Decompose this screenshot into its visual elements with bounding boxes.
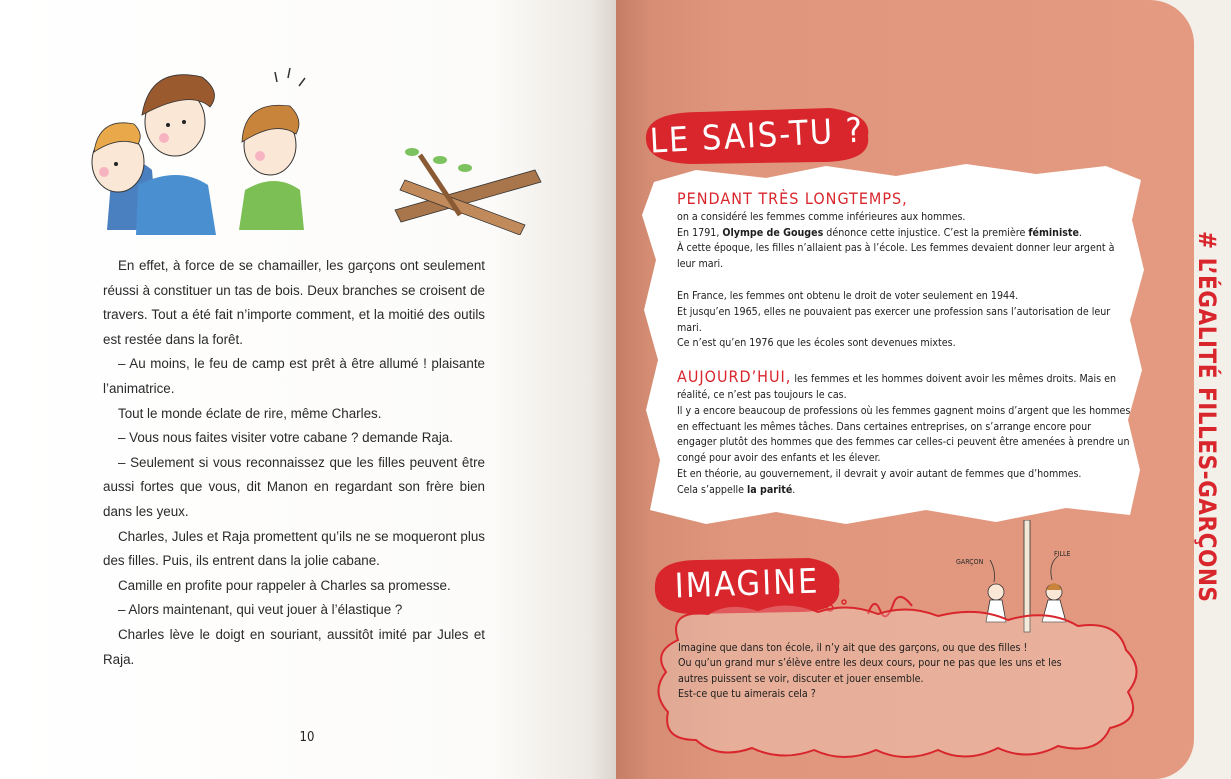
imagine-line: Ou qu’un grand mur s’élève entre les deux cours, pour ne pas que les uns et les autres puissent se voir, discuter et jouer ensemble. [678,657,1062,685]
brown-boy-illustration [136,75,216,235]
info-line: Et en théorie, au gouvernement, il devrait y avoir autant de femmes que d’hommes. [677,467,1082,480]
info-line: En France, les femmes ont obtenu le droit de voter seulement en 1944. [677,289,1019,302]
imagine-text [678,641,1078,703]
le-sais-tu-badge: LE SAIS-TU ? [640,106,874,166]
story-paragraph: – Seulement si vous reconnaissez que les filles peuvent être aussi fortes que vous, dit Manon en regardant son frère bien dans les yeux. [103,454,485,519]
girl-label: FILLE [1054,550,1071,558]
story-paragraph: – Alors maintenant, qui veut jouer à l’élastique ? [118,602,403,618]
info-text [677,190,1132,499]
info-line: Cela s’appelle la parité. [677,483,796,496]
story-text [103,254,485,672]
info-line: À cette époque, les filles n’allaient pas à l’école. Les femmes devaient donner leur argent à leur mari. [677,242,1115,271]
imagine-line: Imagine que dans ton école, il n’y ait que des garçons, ou que des filles ! [678,642,1028,654]
story-paragraph: Tout le monde éclate de rire, même Charles. [118,405,382,421]
girl-illustration [239,68,305,230]
info-line: Ce n’est qu’en 1976 que les écoles sont devenues mixtes. [677,337,956,350]
story-paragraph: En effet, à force de se chamailler, les garçons ont seulement réussi à constituer un tas de bois. Deux branches se croisent de travers. Tout a été fait n’importe comment, et la moitié des outils est restée dans la forêt. [103,258,485,347]
side-title: # L’ÉGALITÉ FILLES-GARÇONS [1193,231,1221,603]
heading-aujourdhui: AUJOURD’HUI, [677,367,792,387]
story-paragraph: Camille en profite pour rappeler à Charles sa promesse. [118,577,451,593]
story-paragraph: Charles, Jules et Raja promettent qu’ils ne se moqueront plus des filles. Puis, ils entrent dans la jolie cabane. [103,528,485,569]
info-line: Il y a encore beaucoup de professions où les femmes gagnent moins d’argent que les hommes en effectuant les mêmes tâches. Dans certaines entreprises, on s’arrange encore pour engager plutôt des hommes que des femmes car celles-ci peuvent être amenées à prendre un congé pour avoir des enfants et les élever. [677,404,1131,465]
story-illustration [60,60,550,235]
story-paragraph: – Au moins, le feu de camp est prêt à être allumé ! plaisante l’animatrice. [103,356,485,396]
imagine-badge: IMAGINE [649,554,845,616]
woodpile-illustration [395,148,541,235]
imagine-line: Est-ce que tu aimerais cela ? [678,688,816,701]
story-paragraph: Charles lève le doigt en souriant, aussitôt imité par Jules et Raja. [103,626,485,667]
info-line: AUJOURD’HUI, les femmes et les hommes doivent avoir les mêmes droits. Mais en réalité, ce n’est pas toujours le cas. [677,367,1117,401]
boy-label: GARÇON [956,558,984,566]
info-line: Et jusqu’en 1965, elles ne pouvaient pas exercer une profession sans l’autorisation de leur mari. [677,305,1111,334]
heading-longtemps: PENDANT TRÈS LONGTEMPS, [677,189,908,208]
info-line: on a considéré les femmes comme inférieures aux hommes. [677,210,966,223]
story-paragraph: – Vous nous faites visiter votre cabane ? demande Raja. [118,430,453,446]
page-number: 10 [299,730,315,745]
info-line: En 1791, Olympe de Gouges dénonce cette injustice. C’est la première féministe. [677,226,1082,239]
